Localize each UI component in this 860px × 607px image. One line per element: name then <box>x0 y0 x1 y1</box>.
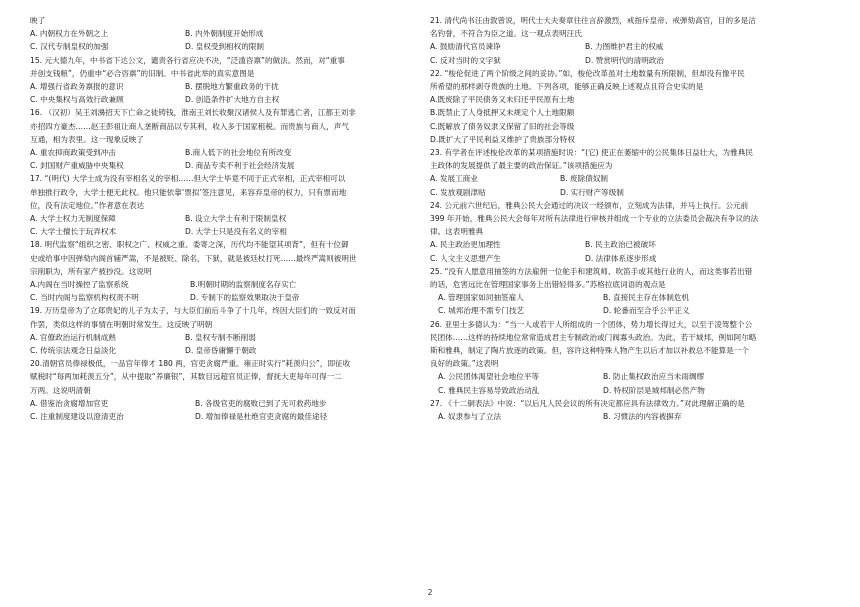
text-line: 23. 有学者在评述梭伦改革的某项措施时说：“(它) 使正在萎缩中的公民集体日益壮大，为雅典民 <box>430 148 753 158</box>
text-line: 26. 亚里士多德认为：“当一人或若干人所组成的一个团体，势力增长得过大，以至于凌驾整个公 <box>430 319 753 329</box>
text-line: 主政体的发展提供了最主要的政治保证。”该项措施应为 <box>430 161 613 171</box>
option-choice: C. 传统宗法观念日益淡化 <box>30 346 117 356</box>
option-choice: A. 重农抑商政策受到冲击 <box>30 148 116 158</box>
option-choice: D. 创造条件扩大地方自主权 <box>185 95 280 105</box>
option-choice: C. 注重制度建设以澄清吏治 <box>30 412 124 422</box>
option-row <box>30 331 428 344</box>
text-line: 赋税时“每两加耗羡五分”，从中提取“养廉银”，其数目远超官员正俸，督抚大吏每年可得一二 <box>30 372 342 382</box>
option-choice: A. 大学士权力无制度保障 <box>30 214 116 224</box>
option-choice: A. 发展工商业 <box>430 174 478 184</box>
text-line: 单独推行政令，大学士便无此权。他只能依靠‘票拟’签注意见，来容弃皇帝的权力，只有票而地 <box>30 187 347 197</box>
option-row <box>30 159 428 172</box>
text-line: 17. “(明代) 大学士成为没有宰相名义的宰相……但大学士毕竟不同于正式宰相，正式宰相可以 <box>30 174 346 184</box>
option-choice: C. 大学士擅长于玩弄权术 <box>30 227 117 237</box>
option-choice: C. 汉代专制皇权的加强 <box>30 42 109 52</box>
option-choice: B. 习惯法的内容被摒弃 <box>603 412 682 422</box>
option-choice: A.内阁在当时操控了监察系统 <box>30 280 129 290</box>
text-line: 名钓誉，不符合为臣之道。这一观点表明汪氏 <box>430 29 582 39</box>
text-line: 万两。这说明清朝 <box>30 385 91 395</box>
option-row <box>430 172 830 185</box>
option-row <box>430 410 830 423</box>
text-line: 律。这表明雅典 <box>430 227 484 237</box>
option-choice: C. 雅典民主容易导致政治动乱 <box>438 385 540 395</box>
option-choice: A. 借鉴治贪腐增加官吏 <box>30 398 109 408</box>
text-line: 所希望的那样剥夺贵族的土地。下列各项，能够正确反映上述观点且符合史实的是 <box>430 82 704 92</box>
option-choice: D. 赞赏明代的清明政治 <box>585 55 665 65</box>
option-row <box>430 304 830 317</box>
option-row <box>30 146 428 159</box>
option-row <box>430 252 830 265</box>
text-line: 19. 万历皇帝为了立郑贵妃的儿子为太子，与大臣们前后斗争了十几年，终因大臣们的一致反对而 <box>30 306 356 316</box>
option-choice: D. 特权阶层是城邦制必然产物 <box>603 385 705 395</box>
text-line: 宗削职为，所有家产被抄没。这说明 <box>30 266 152 276</box>
option-choice: D. 皇帝昏庸懈于朝政 <box>185 346 257 356</box>
text-line: 映了 <box>30 16 46 25</box>
option-choice: C. 人文主义思想产生 <box>430 253 501 263</box>
option-choice: A. 官僚政治运行机制成熟 <box>30 332 116 342</box>
text-line: A.既废除了平民债务又未归还平民原有土地 <box>430 95 575 105</box>
option-row <box>30 225 428 238</box>
option-choice: C. 中央集权与高效行政兼顾 <box>30 95 124 105</box>
option-choice: B. 力图维护君主的权威 <box>585 42 664 52</box>
option-row <box>430 238 830 251</box>
option-choice: B. 设立大学士有利于限制皇权 <box>185 214 287 224</box>
option-choice: B. 直接民主存在体制危机 <box>603 293 689 303</box>
option-choice: B. 内外朝制度开始形成 <box>185 29 264 39</box>
option-choice: D. 实行财产等级制 <box>560 187 624 197</box>
text-line: 27. 《十二铜表法》中说：“以后凡人民会议的所有决定都应具有法律效力。”对此理解正确的是 <box>430 398 745 408</box>
option-choice: A. 管理国家如同抽签雇人 <box>438 293 524 303</box>
option-choice: C. 城邦治理不需专门技艺 <box>438 306 525 316</box>
text-line: 24. 公元前六世纪后，雅典公民大会通过的决议一经颁布，立刻成为法律，并马上执行。公元前 <box>430 200 749 210</box>
option-row <box>30 93 428 106</box>
text-line: 位，没有法定地位。”作者意在表达 <box>30 200 145 210</box>
right-column <box>430 14 830 423</box>
option-row <box>30 80 428 93</box>
text-line: 399 年开始，雅典公民大会每年对所有法律进行审核并组成一个专业的立法委员会裁决有争议的法 <box>430 214 759 224</box>
option-row <box>30 397 428 410</box>
option-choice: B.明朝时期的监察制度名存实亡 <box>190 280 297 290</box>
option-choice: A. 民主政治更加理性 <box>430 240 501 250</box>
text-line: 18. 明代监察“组织之密、职权之广、权威之重、委寄之深，历代均不能望其项背”，但有十位御 <box>30 240 349 250</box>
text-line: 25. “没有人愿意用抽签的方法雇佣一位舵手和建筑师、吹笛手或其他行业的人，而这类事若出错 <box>430 266 753 276</box>
text-line: 的话，危害远比在管理国家事务上出错轻得多。”苏格拉底词语的观点是 <box>430 280 666 290</box>
option-row <box>30 27 428 40</box>
text-line: 作罢，类似这样的事情在明朝时常发生。这反映了明朝 <box>30 319 213 329</box>
option-row <box>30 40 428 53</box>
option-row <box>30 278 428 291</box>
option-choice: A. 公民团体渴望社会地位平等 <box>438 372 540 382</box>
text-line: 斯和雅典，制定了陶片放逐的政策。但，容许这种特殊人物产生以后才加以补救总不能算是一个 <box>430 346 749 356</box>
option-row <box>430 186 830 199</box>
text-line: 22. “梭伦促进了两个阶级之间的妥协。”如，梭伦改革虽对土地数量有所限制，但却没有像平民 <box>430 68 745 78</box>
text-line: 史或给事中因弹劾内阁首辅严嵩，不是被贬、除名，下狱，就是被廷杖打死……最终严嵩则被明世 <box>30 253 357 263</box>
option-row <box>430 384 830 397</box>
option-choice: B. 摆脱地方繁重政务的干扰 <box>185 82 279 92</box>
text-line: 15. 元大德九年，中书省下达公文，谴责各行省应决不决，“泛滥咨禀”的做法。然而，对“重事 <box>30 55 345 65</box>
option-choice: B.商人低下的社会地位有所改变 <box>185 148 292 158</box>
option-choice: B. 各级官吏的腐败已到了无可救药地步 <box>195 398 327 408</box>
option-choice: A. 增强行省政务禀报的意识 <box>30 82 124 92</box>
text-line: 16. （汉初）吴王刘濞招天下亡命之徒铸钱，淮南王刘长收聚汉诸侯人及有罪逃亡者，江都王刘非 <box>30 108 356 118</box>
option-choice: D. 轮番而至合乎公平正义 <box>603 306 690 316</box>
left-column <box>30 14 428 423</box>
option-row <box>30 344 428 357</box>
option-choice: A. 内朝权力在外朝之上 <box>30 29 109 39</box>
text-line: 并创支钱粮”，仍重申“必合咨禀”的旧制。中书省此举的真实意图是 <box>30 68 255 78</box>
option-choice: C. 当时内阁与监察机构权责不明 <box>30 293 139 303</box>
option-choice: D. 专制下的监察效果取决于皇帝 <box>190 293 300 303</box>
text-line: 良好的政策。”这表明 <box>430 359 499 369</box>
option-choice: A. 奴隶参与了立法 <box>438 412 502 422</box>
text-line: 21. 清代尚书汪由敦曾说，明代士大夫奏章往往言辞激烈，戒指斥皇帝、戒弹劾高官，目的多是沽 <box>430 16 756 25</box>
option-row <box>430 40 830 53</box>
text-line: 20.清朝官员俸禄极低，一品官年俸才 180 两，官吏贪腐严重。雍正时实行“耗羡归公”，即征收 <box>30 359 351 369</box>
option-row <box>30 212 428 225</box>
option-row <box>30 410 428 423</box>
option-choice: D. 皇权受到相权的限制 <box>185 42 265 52</box>
option-choice: C. 封国财产重威胁中央集权 <box>30 161 124 171</box>
option-row <box>430 291 830 304</box>
option-choice: D. 商品专卖不利于社会经济发展 <box>185 161 295 171</box>
option-choice: D. 增加俸禄是杜绝官吏贪腐的最佳途径 <box>195 412 328 422</box>
option-row <box>430 54 830 67</box>
option-choice: D. 法律体系逐步形成 <box>585 253 657 263</box>
option-choice: B. 皇权专制不断削弱 <box>185 332 256 342</box>
option-row <box>430 370 830 383</box>
option-choice: A. 鼓励清代官员谏诤 <box>430 42 501 52</box>
text-line: C.既解放了债务奴隶又保留了旧的社会等级 <box>430 121 575 131</box>
page-number: 2 <box>427 588 433 597</box>
option-choice: B. 民主政治已被破坏 <box>585 240 656 250</box>
text-line: 亦招四方豪杰……赵王彭祖让商人垄断商品以专其利，收入多于国家租税。而贵族与商人，声气 <box>30 121 349 131</box>
option-choice: C. 反对当时的文字狱 <box>430 55 501 65</box>
option-choice: B. 防止集权政治应当未雨绸缪 <box>603 372 705 382</box>
option-choice: D. 大学士只是没有名义的宰相 <box>185 227 287 237</box>
text-line: 互通，相为表里。这一现象反映了 <box>30 134 144 144</box>
text-line: 民团体……这样的持续地位常常造成君主专制政治或门阀寡头政治。为此，若干城邦，例如阿尔略 <box>430 332 757 342</box>
text-line: D.既扩大了平民利益又维护了贵族部分特权 <box>430 134 575 144</box>
text-line: B.既禁止了人身抵押又未规定个人土地限额 <box>430 108 575 118</box>
option-choice: C. 发放观剧津贴 <box>430 187 486 197</box>
option-choice: B. 废除债奴制 <box>560 174 609 184</box>
option-row <box>30 291 428 304</box>
